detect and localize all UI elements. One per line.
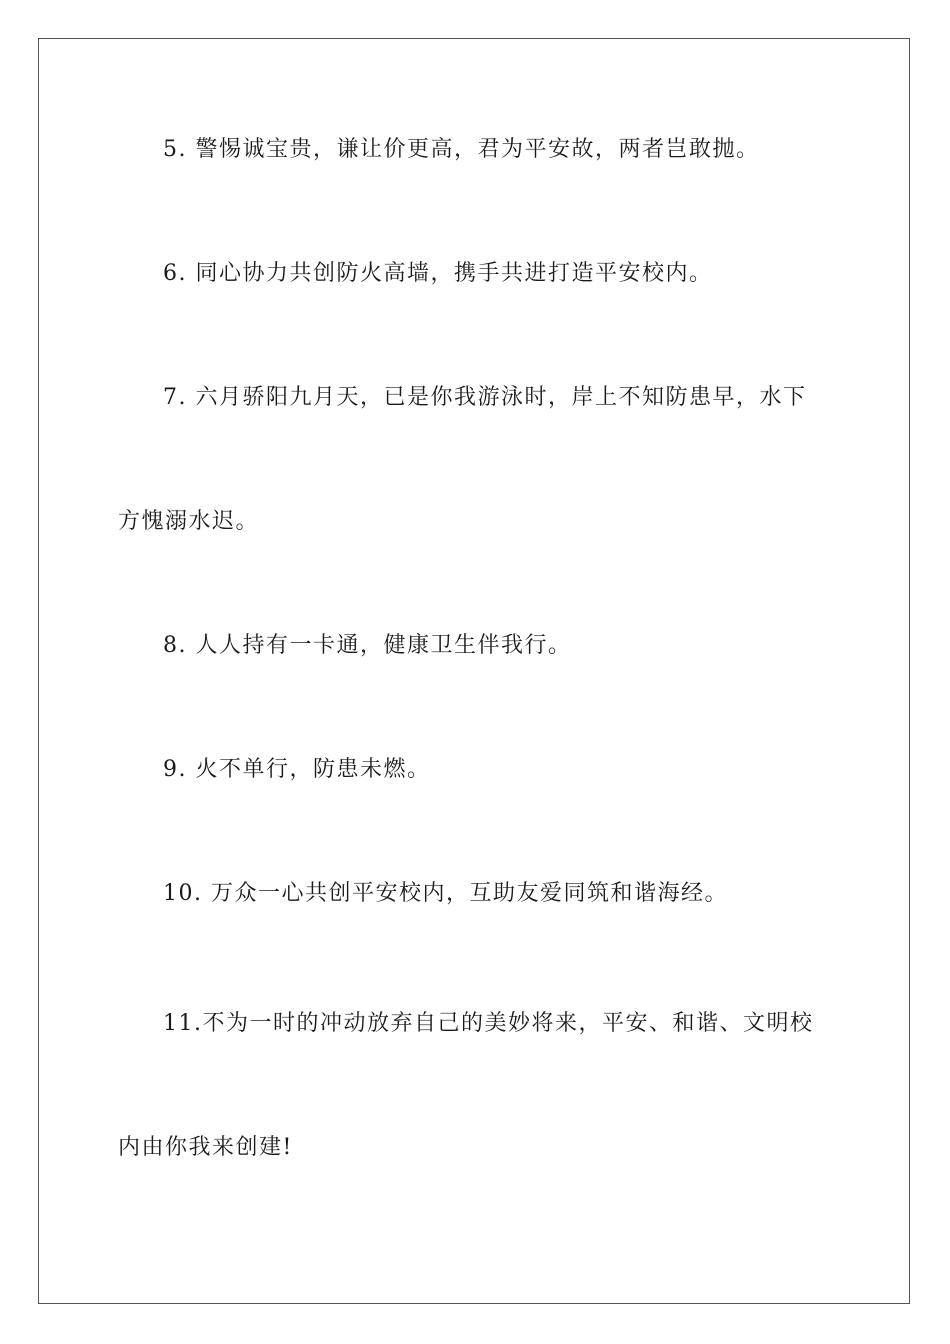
slogan-line-11-continued: 内由你我来创建!	[118, 1135, 293, 1160]
page-border	[38, 38, 910, 1304]
slogan-line-10: 10. 万众一心共创平安校内，互助友爱同筑和谐海经。	[163, 881, 728, 906]
slogan-line-9: 9. 火不单行，防患未燃。	[163, 757, 431, 782]
slogan-line-5: 5. 警惕诚宝贵，谦让价更高，君为平安故，两者岂敢抛。	[163, 137, 760, 162]
slogan-line-11: 11.不为一时的冲动放弃自己的美妙将来，平安、和谐、文明校	[163, 1011, 814, 1036]
slogan-line-7-continued: 方愧溺水迟。	[118, 509, 260, 534]
slogan-line-6: 6. 同心协力共创防火高墙，携手共进打造平安校内。	[163, 261, 713, 286]
slogan-line-8: 8. 人人持有一卡通，健康卫生伴我行。	[163, 633, 572, 658]
slogan-line-7: 7. 六月骄阳九月天，已是你我游泳时，岸上不知防患早，水下	[163, 385, 807, 410]
